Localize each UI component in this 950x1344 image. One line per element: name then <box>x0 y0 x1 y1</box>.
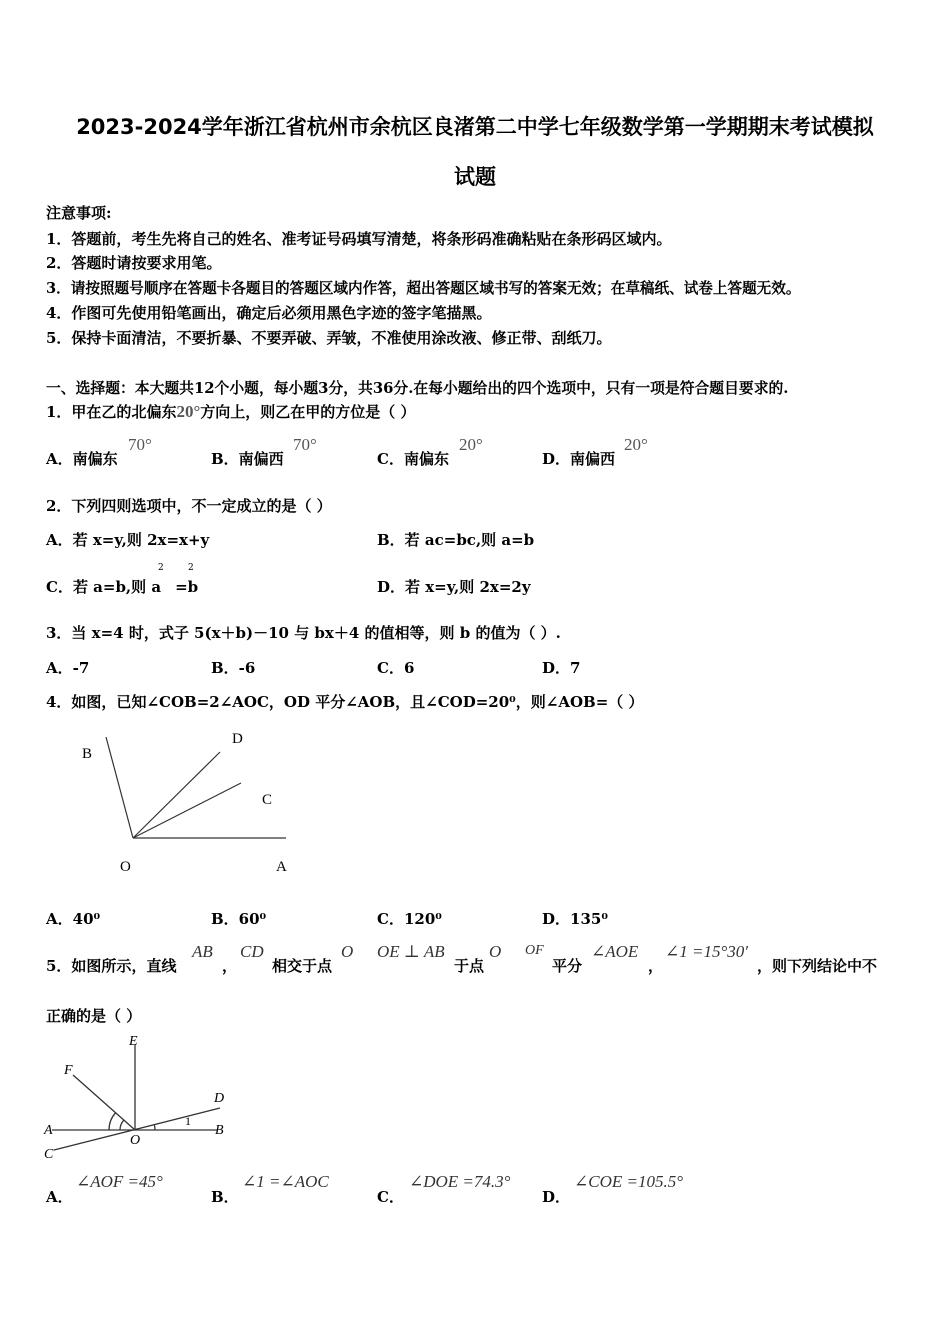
q3-option-d: D．7 <box>542 659 581 677</box>
page-title: 2023-2024学年浙江省杭州市余杭区良渚第二中学七年级数学第一学期期末考试模拟 <box>76 115 874 139</box>
q5-angle-aoe: ∠AOE <box>591 942 639 961</box>
q3-option-a: A．-7 <box>46 659 90 677</box>
note-item: 1．答题前，考生先将自己的姓名、准考证号码填写清楚，将条形码准确粘贴在条形码区域内。 <box>46 230 672 248</box>
q4-option-d: D．135⁰ <box>542 910 608 928</box>
q2-option-c: C．若 a=b,则 a =b <box>46 578 199 596</box>
ray-ob <box>106 737 133 838</box>
q5-option-b-expr: ∠1 =∠AOC <box>242 1172 329 1191</box>
q1-option-b-angle: 70° <box>293 435 317 454</box>
q5-point-o: O <box>341 942 354 961</box>
q1-option-b: B．南偏西 <box>211 450 284 468</box>
q5-option-a-expr: ∠AOF =45° <box>76 1172 163 1191</box>
q5-option-a: A． <box>46 1188 73 1206</box>
q5-option-c: C． <box>377 1188 404 1206</box>
ray-of <box>73 1075 135 1130</box>
question-4-stem: 4．如图，已知∠COB=2∠AOC，OD 平分∠AOB，且∠COD=20⁰，则∠AOB=（ ） <box>46 693 644 711</box>
q4-label-o: O <box>120 859 131 875</box>
q5-option-c-expr: ∠DOE =74.3° <box>409 1172 511 1191</box>
question-5-stem-part: 于点 <box>454 957 485 975</box>
note-item: 2．答题时请按要求用笔。 <box>46 254 222 272</box>
q2-option-c-sup: 2 <box>158 563 164 573</box>
ray-oc <box>133 783 241 838</box>
q2-option-a: A．若 x=y,则 2x=x+y <box>46 531 210 549</box>
arc-angle-1 <box>154 1125 155 1130</box>
note-item: 3．请按照题号顺序在答题卡各题目的答题区域内作答，超出答题区域书写的答案无效；在草稿纸、试卷上答题无效。 <box>46 280 801 297</box>
q5-label-e: E <box>129 1034 138 1049</box>
q1-angle: 20° <box>176 402 201 421</box>
q5-line-cd: CD <box>240 942 264 961</box>
q1-option-c: C．南偏东 <box>377 450 449 468</box>
q5-ray-of: OF <box>525 943 544 958</box>
q5-label-c: C <box>44 1147 54 1162</box>
q5-lines-figure <box>42 1030 242 1165</box>
q2-option-c-sup: 2 <box>188 563 194 573</box>
q4-label-d: D <box>232 731 243 747</box>
question-5-stem-part: ，则下列结论中不 <box>757 957 878 975</box>
q2-option-b: B．若 ac=bc,则 a=b <box>377 531 535 549</box>
q4-option-a: A．40⁰ <box>46 910 101 928</box>
note-item: 5．保持卡面清洁，不要折暴、不要弄破、弄皱，不准使用涂改液、修正带、刮纸刀。 <box>46 329 612 347</box>
question-1-stem: 1．甲在乙的北偏东20°方向上，则乙在甲的方位是（ ） <box>46 402 416 421</box>
q3-option-b: B．-6 <box>211 659 256 677</box>
q5-label-1: 1 <box>185 1114 191 1128</box>
q5-label-d: D <box>214 1091 225 1106</box>
q1-option-d-angle: 20° <box>624 435 648 454</box>
q4-option-c: C．120⁰ <box>377 910 442 928</box>
note-item: 4．作图可先使用铅笔画出，确定后必须用黑色字迹的签字笔描黑。 <box>46 304 492 322</box>
q1-option-a-angle: 70° <box>128 435 152 454</box>
arc-aof <box>120 1120 124 1130</box>
q5-label-a: A <box>44 1123 53 1138</box>
q1-option-c-angle: 20° <box>459 435 483 454</box>
question-5-stem-part: 相交于点 <box>272 957 333 975</box>
q5-point-o: O <box>489 942 502 961</box>
ray-od <box>133 752 220 838</box>
q5-option-d-expr: ∠COE =105.5° <box>574 1172 684 1191</box>
q5-option-d: D． <box>542 1188 571 1206</box>
section-heading: 一、选择题：本大题共12个小题，每小题3分，共36分.在每小题给出的四个选项中，只有一项是符合题目要求的. <box>46 380 789 397</box>
q5-label-b: B <box>215 1123 224 1138</box>
q4-label-b: B <box>82 746 93 762</box>
q5-perp: OE ⊥ AB <box>377 942 445 961</box>
q1-option-d: D．南偏西 <box>542 450 616 468</box>
q4-option-b: B．60⁰ <box>211 910 267 928</box>
q5-option-b: B． <box>211 1188 239 1206</box>
q5-label-o: O <box>130 1133 141 1148</box>
question-3-stem: 3．当 x=4 时，式子 5(x＋b)－10 与 bx＋4 的值相等，则 b 的值为（ ）. <box>46 624 561 642</box>
q5-sep: ， <box>648 957 664 975</box>
q5-sep: ， <box>222 957 238 975</box>
q4-label-c: C <box>262 792 273 808</box>
q4-angle-figure <box>70 725 310 885</box>
q1-option-a: A．南偏东 <box>46 450 118 468</box>
question-5-stem-line2: 正确的是（ ） <box>46 1007 142 1025</box>
question-5-stem-part: 平分 <box>552 957 583 975</box>
page-title-line2: 试题 <box>454 165 496 189</box>
question-2-stem: 2．下列四则选项中，不一定成立的是（ ） <box>46 497 332 515</box>
notes-heading: 注意事项: <box>46 204 112 222</box>
q4-label-a: A <box>276 859 287 875</box>
q3-option-c: C．6 <box>377 659 415 677</box>
q2-option-d: D．若 x=y,则 2x=2y <box>377 578 531 596</box>
q5-angle-1: ∠1 =15°30′ <box>665 942 748 961</box>
q5-label-f: F <box>64 1063 73 1078</box>
question-5-stem-part: 5．如图所示，直线 <box>46 957 177 975</box>
q5-line-ab: AB <box>192 942 213 961</box>
arc-foe <box>109 1113 116 1130</box>
